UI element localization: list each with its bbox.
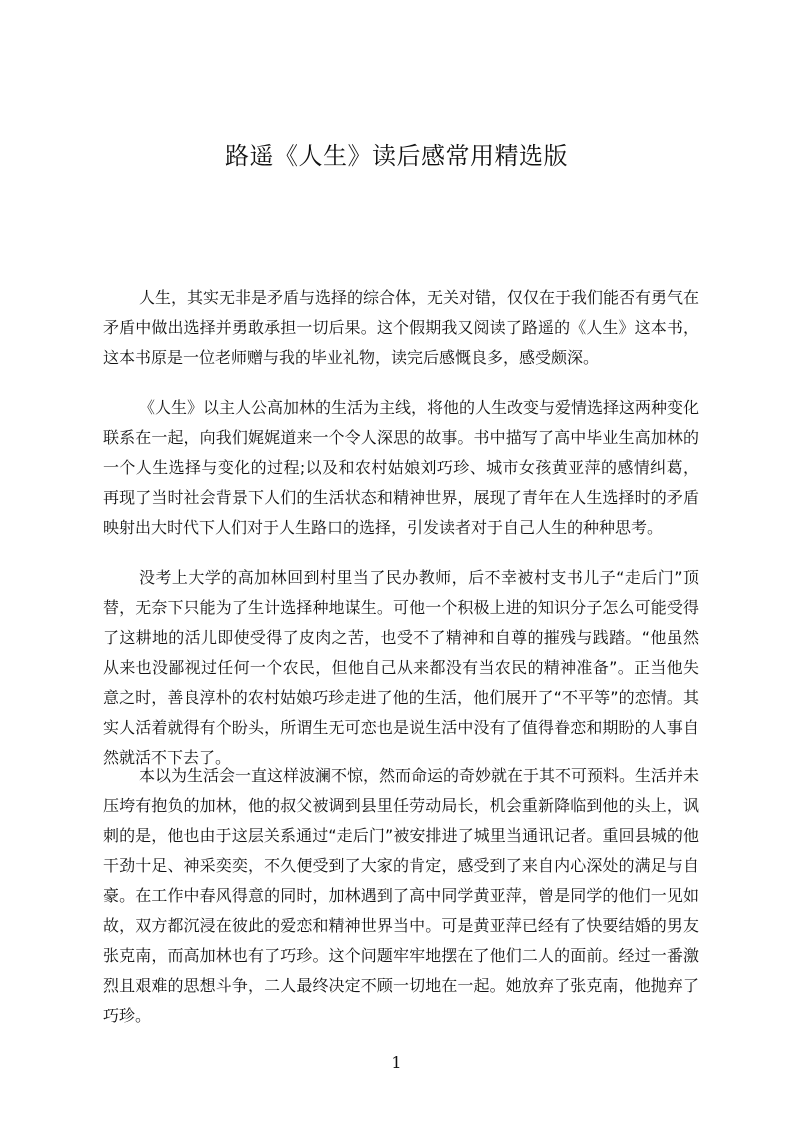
page-number: 1: [391, 1053, 402, 1072]
paragraph-summary: 《人生》以主人公高加林的生活为主线，将他的人生改变与爱情选择这两种变化联系在一起，向我们娓娓道来一个令人深思的故事。书中描写了高中毕业生高加林的一个人生选择与变化的过程;以及和农村姑娘刘巧珍、城市女孩黄亚萍的感情纠葛，再现了当时社会背景下人们的生活状态和精神世界，展现了青年在人生选择时的矛盾映射出大时代下人们对于人生路口的选择，引发读者对于自己人生的种种思考。: [103, 398, 700, 537]
paragraph-farming-and-love: 没考上大学的高加林回到村里当了民办教师，后不幸被村支书儿子“走后门”顶替，无奈下只能为了生计选择种地谋生。可他一个积极上进的知识分子怎么可能受得了这耕地的活儿即使受得了皮肉之苦，也受不了精神和自尊的摧残与践踏。“他虽然从来也没鄙视过任何一个农民，但他自己从来都没有当农民的精神准备”。正当他失意之时，善良淳朴的农村姑娘巧珍走进了他的生活，他们展开了“不平等”的恋情。其实人活着就得有个盼头，所谓生无可恋也是说生活中没有了值得眷恋和期盼的人事自然就活不下去了。: [103, 568, 699, 767]
document-title: 路遥《人生》读后感常用精选版: [225, 142, 568, 170]
paragraph-intro: 人生，其实无非是矛盾与选择的综合体，无关对错，仅仅在于我们能否有勇气在矛盾中做出选择并勇敢承担一切后果。这个假期我又阅读了路遥的《人生》这本书，这本书原是一位老师赠与我的毕业礼物，读完后感慨良多，感受颇深。: [103, 288, 700, 367]
paragraph-turning-point: 本以为生活会一直这样波澜不惊，然而命运的奇妙就在于其不可预料。生活并未压垮有抱负的加林，他的叔父被调到县里任劳动局长，机会重新降临到他的头上，讽刺的是，他也由于这层关系通过“走后门”被安排进了城里当通讯记者。重回县城的他干劲十足、神采奕奕，不久便受到了大家的肯定，感受到了来自内心深处的满足与自豪。在工作中春风得意的同时，加林遇到了高中同学黄亚萍，曾是同学的他们一见如故，双方都沉浸在彼此的爱恋和精神世界当中。可是黄亚萍已经有了快要结婚的男友张克南，而高加林也有了巧珍。这个问题牢牢地摆在了他们二人的面前。经过一番激烈且艰难的思想斗争，二人最终决定不顾一切地在一起。她放弃了张克南，他抛弃了巧珍。: [103, 766, 700, 1025]
